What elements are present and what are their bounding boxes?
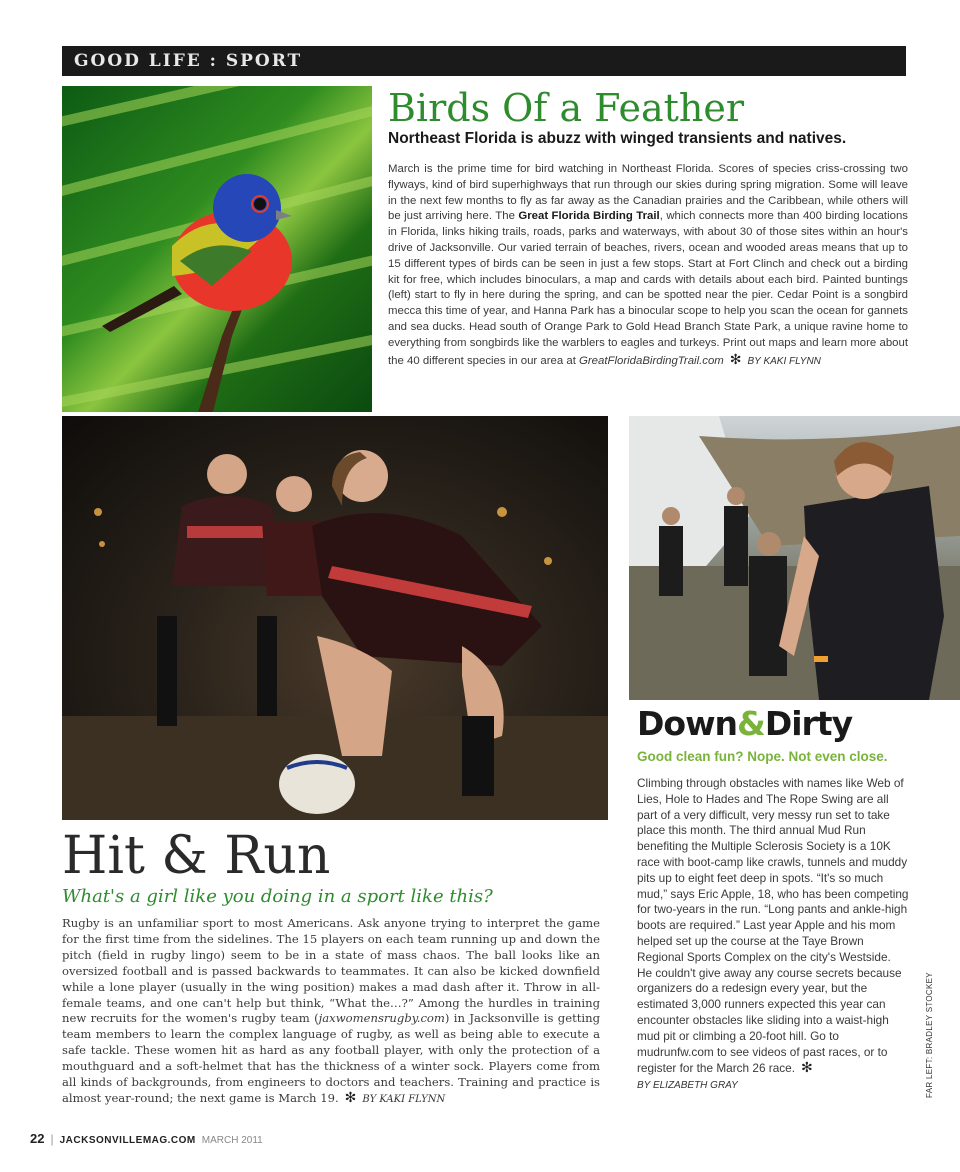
birds-body: [388, 162, 908, 369]
mud-body-text: Climbing through obstacles with names like Web of Lies, Hole to Hades and The Rope Swing are all part of a very difficult, very messy run set to take place this month. The third annual Mud Run benefiting the Multiple Sclerosis Society is a 10K race with boot-camp like crawls, tunnels and muddy pits up to eight feet deep in spots. “It's so much mud,” says Eric Apple, 18, who has been competing for two-years in the run. “Long pants and ankle-high boots are required.” Last year Apple and his mom helped set up the course at the Taye Brown Regional Sports Complex on the city's Westside. He couldn't give away any course secrets because organizers do a redesign every year, but the estimated 3,000 runners expected this year can encounter obstacles like sliding into a waist-high mud pit or climbing a 20-foot hill. Go to mudrunfw.com to see videos of past races, or to register for the March 26 race.: [637, 776, 909, 1076]
mud-body: [637, 776, 909, 1094]
footer-date: MARCH 2011: [201, 1135, 263, 1146]
mud-title-a: Down: [637, 704, 738, 743]
end-mark-icon: ✻: [729, 350, 742, 367]
rugby-team-url: jaxwomensrugby.com: [318, 1011, 445, 1026]
mud-byline: BY ELIZABETH GRAY: [637, 1080, 738, 1092]
birding-trail-name: Great Florida Birding Trail: [518, 210, 660, 223]
birds-body-part-1: March is the prime time for bird watching in Northeast Florida. Scores of species criss-crossing two flyways, kind of bird superhighways that run through our skies during spring migration. Some will leave in the next few months to fly as far away as the Canadian prairies and the Caribbean, while others will be just arriving here. The: [388, 163, 908, 223]
mud-run-photo: [629, 416, 960, 700]
rugby-subtitle: What's a girl like you doing in a sport like this?: [62, 886, 493, 907]
mud-title-b: Dirty: [764, 704, 853, 743]
mud-subtitle: Good clean fun? Nope. Not even close.: [637, 749, 888, 764]
footer-site: JACKSONVILLEMAG.COM: [59, 1135, 196, 1146]
birds-body-part-2: , which connects more than 400 birding locations in Florida, links hiking trails, roads, parks and waterways, with about 30 of those sites within an hour's drive of Jacksonville. Our varied terrain of beaches, rivers, ocean and wooded areas means that up to 15 different types of birds can be seen in just a few stops. Start at Fort Clinch and check out a birding kit for free, which includes binoculars, a map and cards with details about each bird. Painted buntings (left) start to fly in here during the spring, and can be spotted near the pier. Cedar Point is a songbird mecca this time of year, and Hanna Park has a binocular scope to help you scan the ocean for gannets and sea ducks. Head south of Orange Park to Gold Head Branch State Park, a unique ravine home to everything from songbirds like the warblers to eagles and turkeys. Print out maps and learn more about the 40 different species in our area at: [388, 210, 908, 367]
rugby-body-part-2: ) in Jacksonville is getting team members to learn the complex language of rugby, as well as being able to execute a safe tackle. These women hit as hard as any football player, with only the protection of a mouthguard and a soft-helmet that has the thickness of a winter sock. Players come from all kinds of backgrounds, from engineers to doctors and teachers. Training and practice is almost year-round; the next game is March 19.: [62, 1011, 600, 1105]
page-footer: [30, 1131, 263, 1146]
rugby-players-photo: [62, 416, 608, 820]
rugby-body: [62, 916, 600, 1108]
rugby-body-part-1: Rugby is an unfamiliar sport to most Americans. Ask anyone trying to interpret the game for the first time from the sidelines. The 15 players on each team running up and down the pitch (field in rugby lingo) seem to be in a state of mass chaos. The ball looks like an oversized football and is passed backwards to teammates. It can also be kicked downfield while a lone player (usually in the wing position) makes a mad dash after it. Throw in all-female teams, and one can't help but think, “What the…?” Among the hurdles in training new recruits for the women's rugby team (: [62, 916, 600, 1026]
rugby-title: Hit & Run: [62, 826, 331, 886]
birding-trail-url: GreatFloridaBirdingTrail.com: [579, 354, 724, 367]
photo-credit: FAR LEFT: BRADLEY STOCKEY: [925, 972, 934, 1098]
painted-bunting-photo: [62, 86, 372, 412]
mud-title-ampersand: &: [737, 704, 765, 743]
birds-subtitle: Northeast Florida is abuzz with winged transients and natives.: [388, 130, 847, 147]
end-mark-icon: ✻: [801, 1059, 813, 1076]
birds-byline: BY KAKI FLYNN: [747, 355, 821, 367]
footer-divider: |: [50, 1132, 54, 1146]
birds-title: Birds Of a Feather: [388, 86, 745, 130]
page-number: 22: [30, 1131, 45, 1146]
section-header-bar: [62, 46, 906, 76]
rugby-byline: BY KAKI FLYNN: [362, 1093, 446, 1105]
end-mark-icon: ✻: [344, 1089, 357, 1106]
section-label: GOOD LIFE : SPORT: [74, 51, 303, 71]
mud-title: [637, 704, 852, 743]
